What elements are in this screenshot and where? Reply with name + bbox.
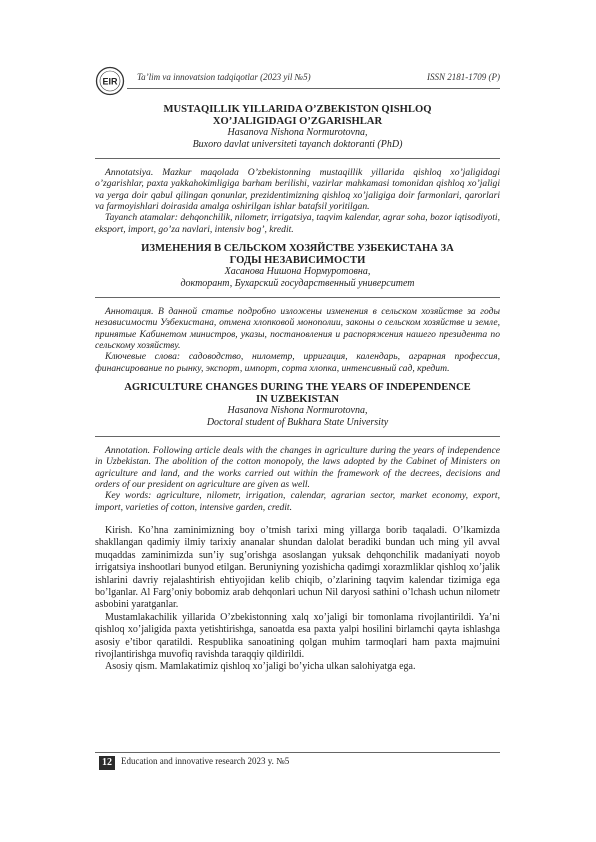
en-divider: [95, 436, 500, 437]
en-keywords: Key words: agriculture, nilometr, irrigation, calendar, agrarian sector, market economy, export, import, varieties of cotton, intensive garden, credit.: [95, 490, 500, 513]
ru-keywords: Ключевые слова: садоводство, нилометр, ирригация, календарь, аграрная профессия, финансирование по рынку, экспорт, импорт, сорта хлопка, интенсивный сад, кредит.: [95, 351, 500, 374]
footer-divider: [95, 752, 500, 753]
journal-logo: [95, 66, 125, 96]
journal-name: Ta’lim va innovatsion tadqiqotlar (2023 yil №5): [137, 72, 311, 82]
journal-header: [95, 66, 500, 98]
ru-divider: [95, 297, 500, 298]
uz-abstract: Annotatsiya. Mazkur maqolada O’zbekistonning mustaqillik yillarida qishloq xo’jaligidagi o’zgarishlar, paxta yakkahokimligiga barham berilishi, vazirlar mahkamasi tomonidan qishloq xo’jaligi va yerga doir qabul qilingan qonunlar, prezidentimizning qishloq xo’jaligiga doir farmonlari, qarorlari va farmoyishlari doirasida amalga oshirilgan ishlar batafsil yoritilgan.: [95, 167, 500, 213]
uz-divider: [95, 158, 500, 159]
article-content: [95, 104, 500, 674]
uz-affiliation: Buxoro davlat universiteti tayanch doktoranti (PhD): [192, 138, 403, 150]
header-divider: [127, 88, 500, 89]
ru-abstract: Аннотация. В данной статье подробно изложены изменения в сельском хозяйстве за годы независимости Узбекистана, отмена хлопковой монополии, законы о сельском хозяйстве и земле, принятые Кабинетом министров, указы, постановления и распоряжения нашего президента по сельскому хозяйству.: [95, 306, 500, 352]
uz-author: Hasanova Nishona Normurotovna,: [227, 127, 368, 139]
body-paragraph-main: Asosiy qism. Mamlakatimiz qishloq xo’jaligi bo’yicha ulkan salohiyatga ega.: [105, 661, 416, 673]
en-author: Hasanova Nishona Normurotovna,: [227, 405, 368, 417]
journal-title: [137, 72, 500, 82]
uz-keywords: Tayanch atamalar: dehqonchilik, nilometr, irrigatsiya, taqvim kalendar, agrar soha, bozor iqtisodiyoti, eksport, import, go’za navlari, intensiv bog’, kredit.: [95, 212, 500, 235]
body-paragraph-intro: Kirish. Ko’hna zaminimizning boy o’tmish tarixi ming yillarga borib taqaladi. O’lkamizda shakllangan qadimiy ilmiy tarixiy ananalar shundan dalolat beradiki bundan uch ming yil avval muqaddas zaminimizda sun’iy sug’orishga asoslangan yuksak dehqonchilik madaniyati noyob irrigatsiya inshootlari bunyod etilgan. Beruniyning yozishicha qadimgi xorazmliklar qishloq xo’jalik ishlarini davriy rejalashtirish ehtiyojidan kelib chiqib, o’zlarining taqvim kalendar tizimiga ega bo’lganlar. Al Farg’oniy bobomiz arab dehqonlari uchun Nil daryosi sathini o’lchash uchun nilometr asbobini yaratganlar.: [95, 524, 500, 611]
body-paragraph-colonial: Mustamlakachilik yillarida O’zbekistonning xalq xo’jaligi bir tomonlama rivojlantirildi. Ya’ni qishloq xo’jaligida paxta yetishtirishga, sanoatda esa paxta yalpi hosilini birlamchi qayta ishlashga asosiy e’tibor qaratildi. Respublika sanoatining qolgan muhim tarmoqlari ham paxta majmuini rivojlantirishga muvofiq ravishda taraqqiy qildirildi.: [95, 611, 500, 660]
en-affiliation: Doctoral student of Bukhara State University: [206, 416, 389, 428]
footer-journal: Education and innovative research 2023 y. №5: [121, 756, 290, 766]
en-abstract: Annotation. Following article deals with the changes in agriculture during the years of independence in Uzbekistan. The abolition of the cotton monopoly, the laws adopted by the Cabinet of Ministers on agriculture and land, and the works carried out within the framework of the decrees, decisions and orders of our president on agriculture are given as well.: [95, 445, 500, 491]
svg-text:EIR: EIR: [102, 76, 118, 87]
ru-title-line2: ГОДЫ НЕЗАВИСИМОСТИ: [229, 254, 366, 266]
page-number: 12: [99, 756, 115, 770]
uz-title-line2: XO’JALIGIDAGI O’ZGARISHLAR: [212, 115, 383, 127]
page-footer: [95, 755, 500, 771]
ru-author: Хасанова Нишона Нормуротовна,: [224, 266, 371, 278]
ru-affiliation: докторант, Бухарский государственный университет: [180, 277, 415, 289]
en-title-line1: AGRICULTURE CHANGES DURING THE YEARS OF INDEPENDENCE: [124, 381, 471, 393]
en-title-line2: IN UZBEKISTAN: [255, 393, 340, 405]
uz-title-line1: MUSTAQILLIK YILLARIDA O’ZBEKISTON QISHLOQ: [163, 104, 432, 115]
issn: ISSN 2181-1709 (P): [427, 72, 500, 82]
ru-title-line1: ИЗМЕНЕНИЯ В СЕЛЬСКОМ ХОЗЯЙСТВЕ УЗБЕКИСТАНА ЗА: [141, 242, 454, 254]
